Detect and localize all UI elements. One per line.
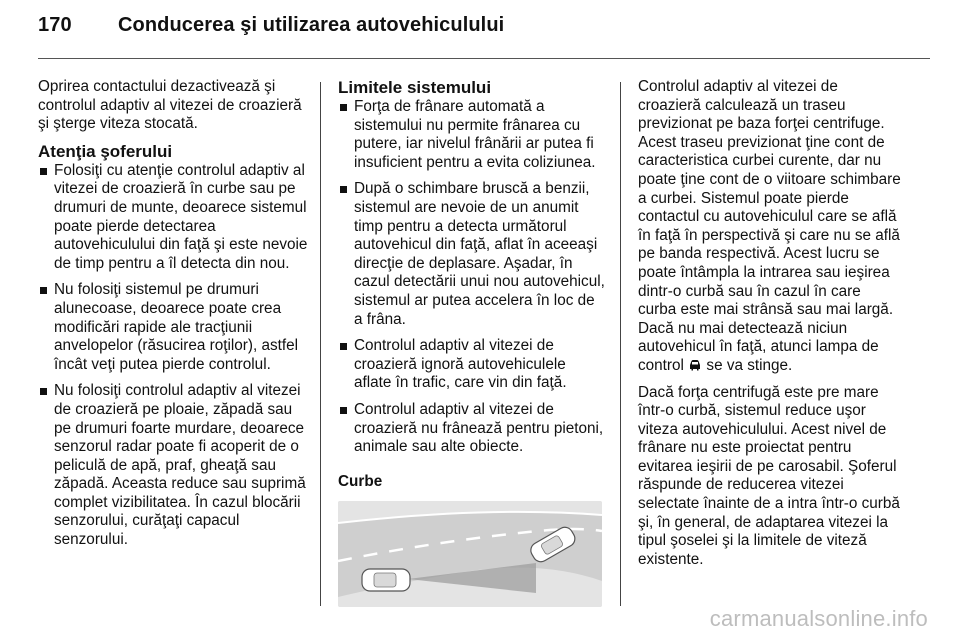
curves-paragraph-2: Dacă forţa centrifugă este pre mare într-o curbă, sistemul reduce uşor viteza autovehiculului. Acest nivel de frânare nu este proiectat pentru evitarea ieşirii de pe carosabil. Şoferul răspunde de reducerea vitezei selectate înainte de a intra într-o curbă şi, în general, de adaptarea vitezei la tipul şoselei şi la limitele de viteză existente. xyxy=(638,383,900,568)
watermark: carmanualsonline.info xyxy=(709,606,928,631)
driver-attention-list xyxy=(38,162,310,550)
page-number: 170 xyxy=(38,14,72,36)
list-item: Controlul adaptiv al vitezei de croazieră nu frânează pentru pietoni, animale sau alte obiecte. xyxy=(338,401,606,457)
column-divider xyxy=(620,82,621,606)
list-item: Forţa de frânare automată a sistemului nu permite frânarea cu putere, iar nivelul frânării ar putea fi insuficient pentru a evita coliziunea. xyxy=(338,98,606,172)
curves-text-tail: se va stinge. xyxy=(706,356,793,374)
list-item: Nu folosiţi sistemul pe drumuri alunecoase, deoarece poate crea modificări rapide ale tracţiunii anvelopelor (răsucirea roţilor), astfel încât veţi putea pierde controlul. xyxy=(38,281,310,374)
curves-text: Controlul adaptiv al vitezei de croazieră calculează un traseu previzionat pe baza forţei centrifuge. Acest traseu previzionat ţine cont de caracteristica curbei curente, dar nu poate ţine cont de o viitoare schimbare a curbei. Sistemul poate pierde contactul cu autovehiculul care se află în faţă în perspectivă şi care nu se află pe banda respectivă. Acest lucru se poate întâmpla la intrarea sau ieşirea dintr-o curbă sau în cazul în care curba este mai strânsă sau mai largă. Dacă nu mai detectează niciun autovehicul în faţă, atunci lampa de control xyxy=(638,78,901,374)
list-item: După o schimbare bruscă a benzii, sistemul are nevoie de un anumit timp pentru a detecta următorul autovehicul din faţă, aflat în aceeaşi direcţie de deplasare. Aşadar, în cazul detectării unui nou autovehicul, sistemul ar putea accelera în loc de a frâna. xyxy=(338,180,606,329)
list-item: Controlul adaptiv al vitezei de croazieră ignoră autovehiculele aflate în trafic, care vin din faţă. xyxy=(338,337,606,393)
page-title: Conducerea şi utilizarea autovehiculului xyxy=(118,14,505,36)
own-car-icon xyxy=(362,569,410,591)
system-limits-heading: Limitele sistemului xyxy=(338,78,492,97)
list-item: Folosiţi cu atenţie controlul adaptiv al vitezei de croazieră în curbe sau pe drumuri de munte, deoarece sistemul poate pierde detectarea autovehiculului din faţă şi este nevoie de timp pentru a îl detecta din nou. xyxy=(38,162,310,274)
system-limits-list xyxy=(338,98,606,457)
column-3 xyxy=(638,78,902,577)
car-front-icon xyxy=(688,359,702,371)
header-divider xyxy=(38,58,930,59)
column-1 xyxy=(38,78,310,558)
curves-heading: Curbe xyxy=(338,472,383,490)
list-item: Nu folosiţi controlul adaptiv al vitezei de croazieră pe ploaie, zăpadă sau pe drumuri foarte murdare, deoarece senzorul radar poate fi acoperit de o peliculă de apă, praf, gheaţă sau zăpadă. Aceasta reduce sau suprimă complet vizibilitatea. În cazul blocării senzorului, curăţaţi capacul senzorului. xyxy=(38,382,310,549)
curve-illustration xyxy=(338,501,602,607)
page-header xyxy=(38,14,504,37)
curves-paragraph-1 xyxy=(638,78,902,376)
intro-paragraph: Oprirea contactului dezactivează şi controlul adaptiv al vitezei de croazieră şi şterge viteza stocată. xyxy=(38,78,302,133)
driver-attention-heading: Atenţia şoferului xyxy=(38,141,173,161)
column-2 xyxy=(338,78,606,607)
column-divider xyxy=(320,82,321,606)
